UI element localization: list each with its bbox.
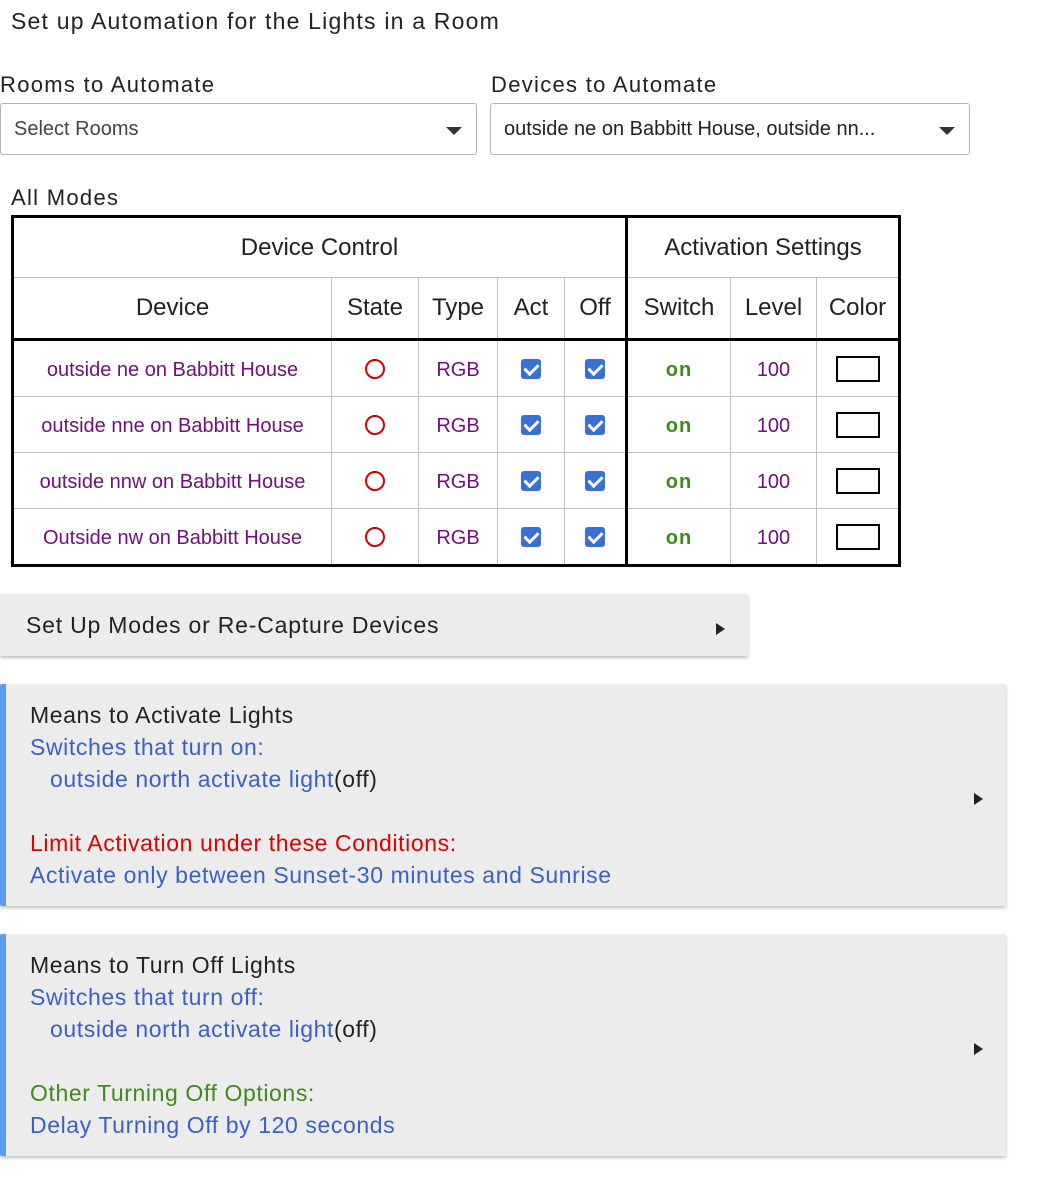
turn-off-lights-panel[interactable] [0, 934, 1006, 1156]
device-type: RGB [436, 470, 480, 493]
switch-setting[interactable]: on [665, 470, 693, 493]
device-type: RGB [436, 358, 480, 381]
column-header-switch: Switch [627, 278, 731, 340]
table-row [13, 453, 900, 509]
state-off-icon[interactable] [365, 415, 385, 435]
limit-activation-value: Activate only between Sunset-30 minutes and Sunrise [30, 862, 612, 888]
device-type: RGB [436, 526, 480, 549]
group-header-activation-settings: Activation Settings [627, 217, 900, 278]
column-header-act: Act [498, 278, 565, 340]
limit-activation-label: Limit Activation under these Conditions: [30, 830, 457, 856]
off-checkbox[interactable] [585, 415, 605, 435]
activate-switch-state: (off) [334, 766, 378, 792]
setup-modes-section[interactable] [0, 594, 748, 656]
column-header-state: State [332, 278, 419, 340]
table-row [13, 509, 900, 566]
color-swatch[interactable] [836, 356, 880, 382]
expand-arrow-icon[interactable] [974, 1043, 983, 1055]
switch-setting[interactable]: on [665, 526, 693, 549]
act-checkbox[interactable] [521, 415, 541, 435]
switch-setting[interactable]: on [665, 358, 693, 381]
color-swatch[interactable] [836, 524, 880, 550]
device-name-link[interactable]: Outside nw on Babbitt House [42, 526, 303, 549]
devices-select-value: outside ne on Babbitt House, outside nn... [504, 118, 876, 140]
color-swatch[interactable] [836, 412, 880, 438]
turn-off-switch-state: (off) [334, 1016, 378, 1042]
act-checkbox[interactable] [521, 471, 541, 491]
rooms-label: Rooms to Automate [0, 72, 216, 97]
rooms-select[interactable] [0, 103, 477, 155]
level-setting[interactable]: 100 [756, 414, 791, 437]
expand-arrow-icon[interactable] [716, 623, 725, 635]
activate-switches-label: Switches that turn on: [30, 734, 265, 760]
act-checkbox[interactable] [521, 359, 541, 379]
device-name-link[interactable]: outside ne on Babbitt House [46, 358, 299, 381]
device-name-link[interactable]: outside nnw on Babbitt House [39, 470, 306, 493]
column-header-off: Off [565, 278, 627, 340]
chevron-down-icon [939, 127, 955, 135]
group-header-device-control: Device Control [13, 217, 627, 278]
off-checkbox[interactable] [585, 359, 605, 379]
activate-switch-name: outside north activate light [50, 766, 335, 792]
devices-select[interactable] [490, 103, 970, 155]
off-checkbox[interactable] [585, 471, 605, 491]
column-header-color: Color [817, 278, 900, 340]
off-checkbox[interactable] [585, 527, 605, 547]
modes-label: All Modes [11, 185, 120, 210]
device-type: RGB [436, 414, 480, 437]
level-setting[interactable]: 100 [756, 470, 791, 493]
device-table [11, 215, 901, 567]
column-header-level: Level [731, 278, 817, 340]
setup-modes-label: Set Up Modes or Re-Capture Devices [26, 612, 440, 638]
activate-heading: Means to Activate Lights [30, 702, 294, 728]
other-off-options-label: Other Turning Off Options: [30, 1080, 315, 1106]
activate-switch-entry [50, 766, 378, 793]
page-title: Set up Automation for the Lights in a Room [11, 8, 500, 34]
table-row [13, 340, 900, 397]
table-row [13, 397, 900, 453]
turn-off-switch-entry [50, 1016, 378, 1043]
state-off-icon[interactable] [365, 471, 385, 491]
devices-label: Devices to Automate [491, 72, 718, 97]
chevron-down-icon [446, 127, 462, 135]
switch-setting[interactable]: on [665, 414, 693, 437]
rooms-select-value: Select Rooms [14, 118, 139, 140]
level-setting[interactable]: 100 [756, 358, 791, 381]
column-header-device: Device [13, 278, 332, 340]
other-off-options-value: Delay Turning Off by 120 seconds [30, 1112, 396, 1138]
turn-off-switch-name: outside north activate light [50, 1016, 335, 1042]
device-name-link[interactable]: outside nne on Babbitt House [41, 414, 304, 437]
state-off-icon[interactable] [365, 359, 385, 379]
column-header-type: Type [419, 278, 498, 340]
state-off-icon[interactable] [365, 527, 385, 547]
act-checkbox[interactable] [521, 527, 541, 547]
level-setting[interactable]: 100 [756, 526, 791, 549]
activate-lights-panel[interactable] [0, 684, 1006, 906]
expand-arrow-icon[interactable] [974, 793, 983, 805]
turn-off-switches-label: Switches that turn off: [30, 984, 265, 1010]
turn-off-heading: Means to Turn Off Lights [30, 952, 296, 978]
color-swatch[interactable] [836, 468, 880, 494]
